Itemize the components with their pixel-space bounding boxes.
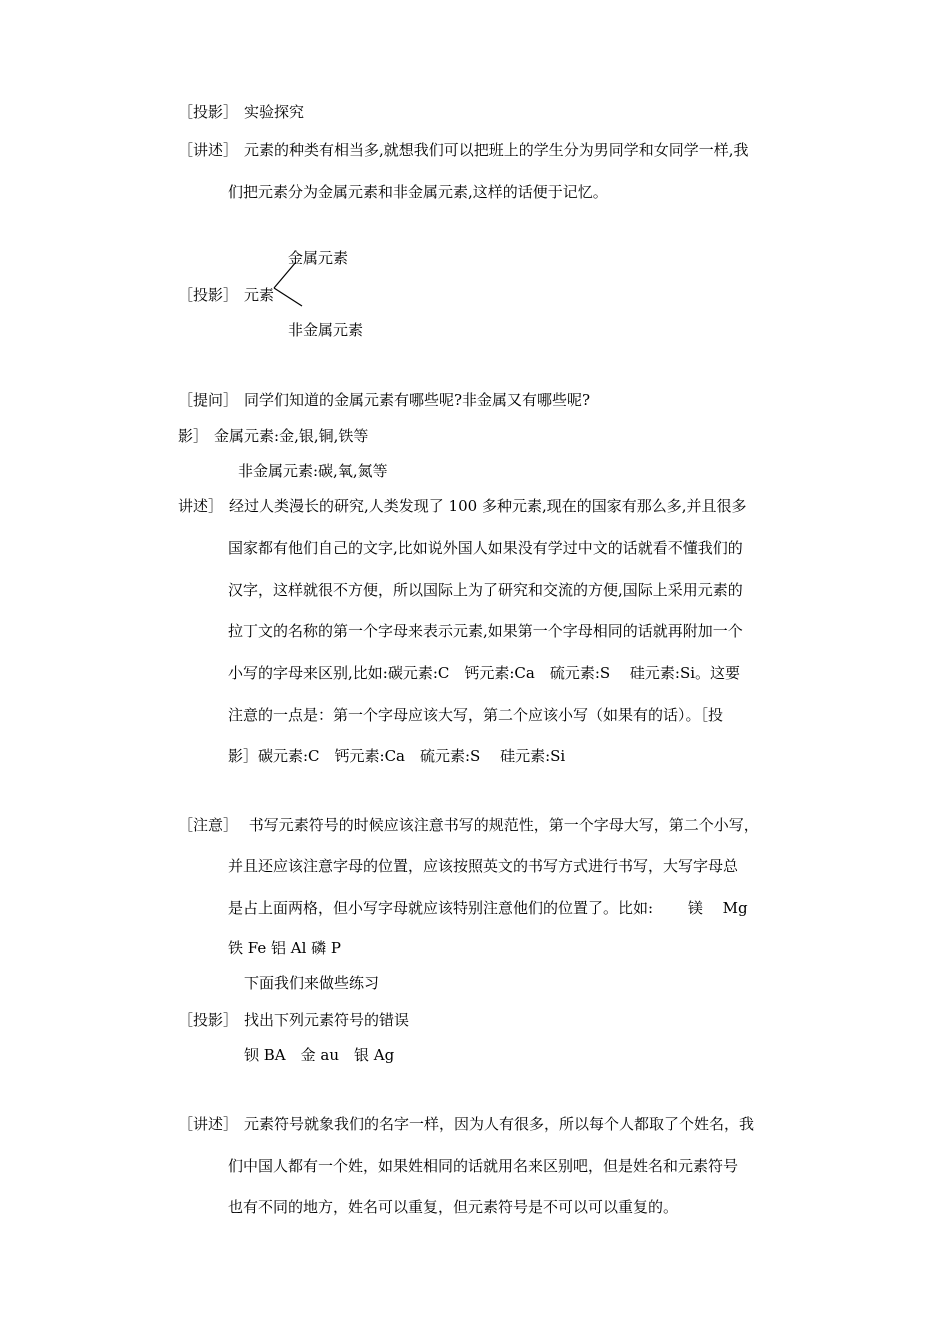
- line-text: 铁 Fe 铝 Al 磷 P: [228, 939, 342, 957]
- line-text: 国家都有他们自己的文字,比如说外国人如果没有学过中文的话就看不懂我们的: [228, 539, 743, 557]
- paragraph-line: [228, 182, 608, 202]
- paragraph-line: [228, 1197, 678, 1217]
- paragraph-line: [238, 461, 388, 481]
- paragraph-line: [178, 102, 304, 122]
- line-text: 小写的字母来区别,比如:碳元素:C 钙元素:Ca 硫元素:S 硅元素:Si。这要: [228, 664, 741, 682]
- branch-lines: [268, 260, 308, 310]
- section-tag: ［讲述］: [178, 1115, 239, 1133]
- diagram-branch-bottom: 非金属元素: [288, 321, 364, 339]
- diagram-branch-top: 金属元素: [288, 249, 349, 267]
- paragraph-line: [228, 621, 743, 641]
- paragraph-line: [228, 663, 740, 683]
- line-text: 找出下列元素符号的错误: [244, 1011, 410, 1029]
- section-tag: ［注意］: [178, 816, 239, 834]
- line-text: 是占上面两格，但小写字母就应该特别注意他们的位置了。比如: 镁 Mg: [228, 899, 748, 917]
- paragraph-line: [228, 938, 341, 958]
- line-text: 并且还应该注意字母的位置，应该按照英文的书写方式进行书写，大写字母总: [228, 857, 739, 875]
- paragraph-line: [228, 580, 743, 600]
- paragraph-line: [228, 705, 723, 725]
- paragraph-line: [178, 1114, 754, 1134]
- line-text: 注意的一点是：第一个字母应该大写，第二个应该小写（如果有的话）。［投: [228, 706, 724, 724]
- section-tag: ［投影］: [178, 1011, 239, 1029]
- paragraph-line: [178, 496, 747, 516]
- paragraph-line: [178, 140, 749, 160]
- section-tag: ［提问］: [178, 391, 239, 409]
- paragraph-line: [178, 426, 368, 446]
- line-text: 影］碳元素:C 钙元素:Ca 硫元素:S 硅元素:Si: [228, 747, 566, 765]
- paragraph-line: [178, 285, 274, 305]
- paragraph-line: [178, 1010, 409, 1030]
- line-text: 金属元素:金,银,铜,铁等: [214, 427, 369, 445]
- line-text: 汉字，这样就很不方便，所以国际上为了研究和交流的方便,国际上采用元素的: [228, 581, 743, 599]
- line-text: 非金属元素:碳,氧,氮等: [238, 462, 388, 480]
- paragraph-line: [228, 538, 743, 558]
- line-text: 下面我们来做些练习: [244, 974, 380, 992]
- section-tag: ［讲述］: [178, 141, 239, 159]
- line-text: 拉丁文的名称的第一个字母来表示元素,如果第一个字母相同的话就再附加一个: [228, 622, 743, 640]
- line-text: 经过人类漫长的研究,人类发现了 100 多种元素,现在的国家有那么多,并且很多: [229, 497, 747, 515]
- line-text: 也有不同的地方，姓名可以重复，但元素符号是不可以可以重复的。: [228, 1198, 679, 1216]
- line-text: 实验探究: [244, 103, 305, 121]
- line-text: 钡 BA 金 au 银 Ag: [244, 1046, 395, 1064]
- paragraph-line: [244, 973, 379, 993]
- line-text: 书写元素符号的时候应该注意书写的规范性，第一个字母大写，第二个小写，: [244, 816, 759, 834]
- paragraph-line: [178, 815, 759, 835]
- paragraph-line: [228, 898, 748, 918]
- section-tag: ［投影］: [178, 103, 239, 121]
- section-tag: 影］: [178, 427, 209, 445]
- paragraph-line: [228, 1156, 738, 1176]
- section-tag: ［投影］: [178, 286, 239, 304]
- line-text: 元素符号就象我们的名字一样，因为人有很多，所以每个人都取了个姓名，我: [244, 1115, 755, 1133]
- line-text: 元素的种类有相当多,就想我们可以把班上的学生分为男同学和女同学一样,我: [244, 141, 749, 159]
- line-text: 同学们知道的金属元素有哪些呢?非金属又有哪些呢?: [244, 391, 591, 409]
- paragraph-line: [228, 746, 565, 766]
- line-text: 们中国人都有一个姓，如果姓相同的话就用名来区别吧，但是姓名和元素符号: [228, 1157, 739, 1175]
- paragraph-line: [228, 856, 738, 876]
- paragraph-line: [178, 390, 590, 410]
- diagram-root: 元素: [244, 286, 275, 304]
- line-text: 们把元素分为金属元素和非金属元素,这样的话便于记忆。: [228, 183, 608, 201]
- paragraph-line: [244, 1045, 394, 1065]
- section-tag: 讲述］: [178, 497, 224, 515]
